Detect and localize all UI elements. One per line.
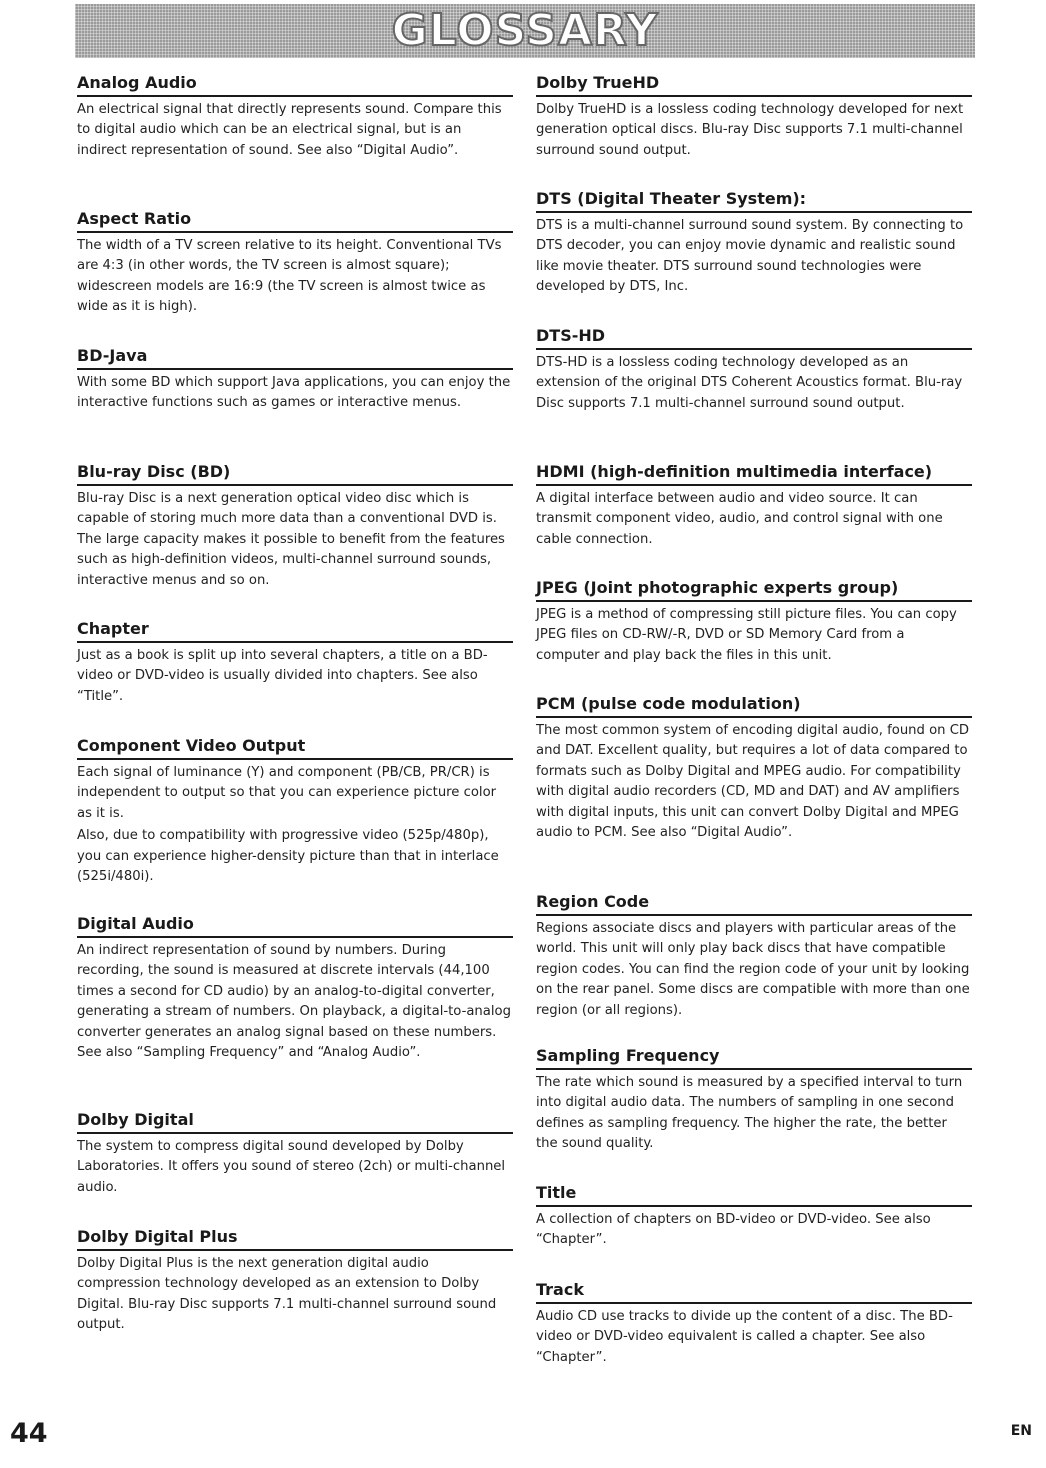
glossary-definition: An indirect representation of sound by numbers. During recording, the sound is measured at discrete intervals (44,100 times a second for CD audio) by an analog-to-digital converter, generating a stream of numbers. On playback, a digital-to-analog converter generates an analog signal based on these numbers. See also “Sampling Frequency” and “Analog Audio”. <box>77 943 511 1061</box>
glossary-banner <box>75 4 975 58</box>
glossary-entry <box>77 1226 513 1336</box>
glossary-term: DTS (Digital Theater System): <box>536 188 972 213</box>
glossary-definition: Blu-ray Disc is a next generation optical video disc which is capable of storing much more data than a conventional DVD is. The large capacity makes it possible to benefit from the features such as high-definition videos, multi-channel surround sounds, interactive menus and so on. <box>77 491 505 588</box>
glossary-term: Title <box>536 1182 972 1207</box>
page-number: 44 <box>10 1418 48 1449</box>
glossary-definition: A digital interface between audio and video source. It can transmit component video, audio, and control signal with one cable connection. <box>536 491 943 547</box>
glossary-definition: JPEG is a method of compressing still picture files. You can copy JPEG files on CD-RW/-R, DVD or SD Memory Card from a computer and play back the files in this unit. <box>536 607 957 663</box>
glossary-entry <box>536 325 972 414</box>
glossary-term: Chapter <box>77 618 513 643</box>
glossary-definition: DTS-HD is a lossless coding technology developed as an extension of the original DTS Coherent Acoustics format. Blu-ray Disc supports 7.1 multi-channel surround sound output. <box>536 355 963 411</box>
glossary-entry <box>77 72 513 161</box>
glossary-definition: The rate which sound is measured by a specified interval to turn into digital audio data. The numbers of sampling in one second defines as sampling frequency. The higher the rate, the better the sound quality. <box>536 1075 963 1152</box>
page-title: GLOSSARY <box>391 5 659 56</box>
glossary-term: Sampling Frequency <box>536 1045 972 1070</box>
glossary-definition: An electrical signal that directly represents sound. Compare this to digital audio which can be an electrical signal, but is an indirect representation of sound. See also “Digital Audio”. <box>77 102 502 158</box>
glossary-term: DTS-HD <box>536 325 972 350</box>
glossary-definition: Just as a book is split up into several chapters, a title on a BD-video or DVD-video is usually divided into chapters. See also “Title”. <box>77 648 488 704</box>
glossary-entry <box>77 618 513 707</box>
glossary-definition: The most common system of encoding digital audio, found on CD and DAT. Excellent quality, but requires a lot of data compared to formats such as Dolby Digital and MPEG audio. For compatibility with digital audio recorders (CD, MD and DAT) and AV amplifiers with digital inputs, this unit can convert Dolby Digital and MPEG audio to PCM. See also “Digital Audio”. <box>536 723 970 841</box>
glossary-term: Blu-ray Disc (BD) <box>77 461 513 486</box>
glossary-definition: Also, due to compatibility with progressive video (525p/480p), you can experience higher-density picture than that in interlace (525i/480i). <box>77 828 499 885</box>
glossary-term: PCM (pulse code modulation) <box>536 693 972 718</box>
glossary-entry <box>536 1182 972 1251</box>
glossary-term: JPEG (Joint photographic experts group) <box>536 577 972 602</box>
glossary-term: Track <box>536 1279 972 1304</box>
glossary-term: Dolby Digital <box>77 1109 513 1134</box>
glossary-term: Aspect Ratio <box>77 208 513 233</box>
glossary-definition: Each signal of luminance (Y) and component (PB/CB, PR/CR) is independent to output so that you can experience picture color as it is. <box>77 765 497 821</box>
glossary-entry <box>77 345 513 414</box>
glossary-entry <box>536 1279 972 1368</box>
glossary-definition: Dolby Digital Plus is the next generation digital audio compression technology developed as an extension to Dolby Digital. Blu-ray Disc supports 7.1 multi-channel surround sound output. <box>77 1256 497 1333</box>
glossary-definition: Regions associate discs and players with particular areas of the world. This unit will only play back discs that have compatible region codes. You can find the region code of your unit by looking on the rear panel. Some discs are compatible with more than one region (or all regions). <box>536 921 970 1018</box>
glossary-entry <box>536 72 972 161</box>
glossary-definition: Dolby TrueHD is a lossless coding technology developed for next generation optical discs. Blu-ray Disc supports 7.1 multi-channel surround sound output. <box>536 102 964 158</box>
glossary-term: HDMI (high-definition multimedia interface) <box>536 461 972 486</box>
glossary-definition: With some BD which support Java applications, you can enjoy the interactive functions such as games or interactive menus. <box>77 375 511 411</box>
glossary-definition: The width of a TV screen relative to its height. Conventional TVs are 4:3 (in other words, the TV screen is almost square); widescreen models are 16:9 (the TV screen is almost twice as wide as it is high). <box>77 238 502 315</box>
glossary-entry <box>536 461 972 550</box>
glossary-entry <box>536 891 972 1021</box>
glossary-entry <box>77 461 513 591</box>
glossary-definition: The system to compress digital sound developed by Dolby Laboratories. It offers you sound of stereo (2ch) or multi-channel audio. <box>77 1139 506 1195</box>
glossary-entry <box>536 577 972 666</box>
glossary-term: Component Video Output <box>77 735 513 760</box>
glossary-entry <box>77 208 513 318</box>
glossary-entry <box>77 735 513 887</box>
glossary-entry <box>536 693 972 843</box>
glossary-entry <box>536 1045 972 1155</box>
glossary-term: Region Code <box>536 891 972 916</box>
glossary-definition: A collection of chapters on BD-video or DVD-video. See also “Chapter”. <box>536 1212 931 1248</box>
glossary-definition: Audio CD use tracks to divide up the content of a disc. The BD-video or DVD-video equivalent is called a chapter. See also “Chapter”. <box>536 1309 953 1365</box>
glossary-term: BD-Java <box>77 345 513 370</box>
glossary-entry <box>536 188 972 298</box>
glossary-entry <box>77 913 513 1063</box>
glossary-entry <box>77 1109 513 1198</box>
language-label: EN <box>1010 1423 1032 1439</box>
glossary-term: Digital Audio <box>77 913 513 938</box>
glossary-term: Analog Audio <box>77 72 513 97</box>
glossary-term: Dolby TrueHD <box>536 72 972 97</box>
glossary-definition: DTS is a multi-channel surround sound system. By connecting to DTS decoder, you can enjoy movie dynamic and realistic sound like movie theater. DTS surround sound technologies were developed by DTS, Inc. <box>536 218 964 295</box>
glossary-term: Dolby Digital Plus <box>77 1226 513 1251</box>
